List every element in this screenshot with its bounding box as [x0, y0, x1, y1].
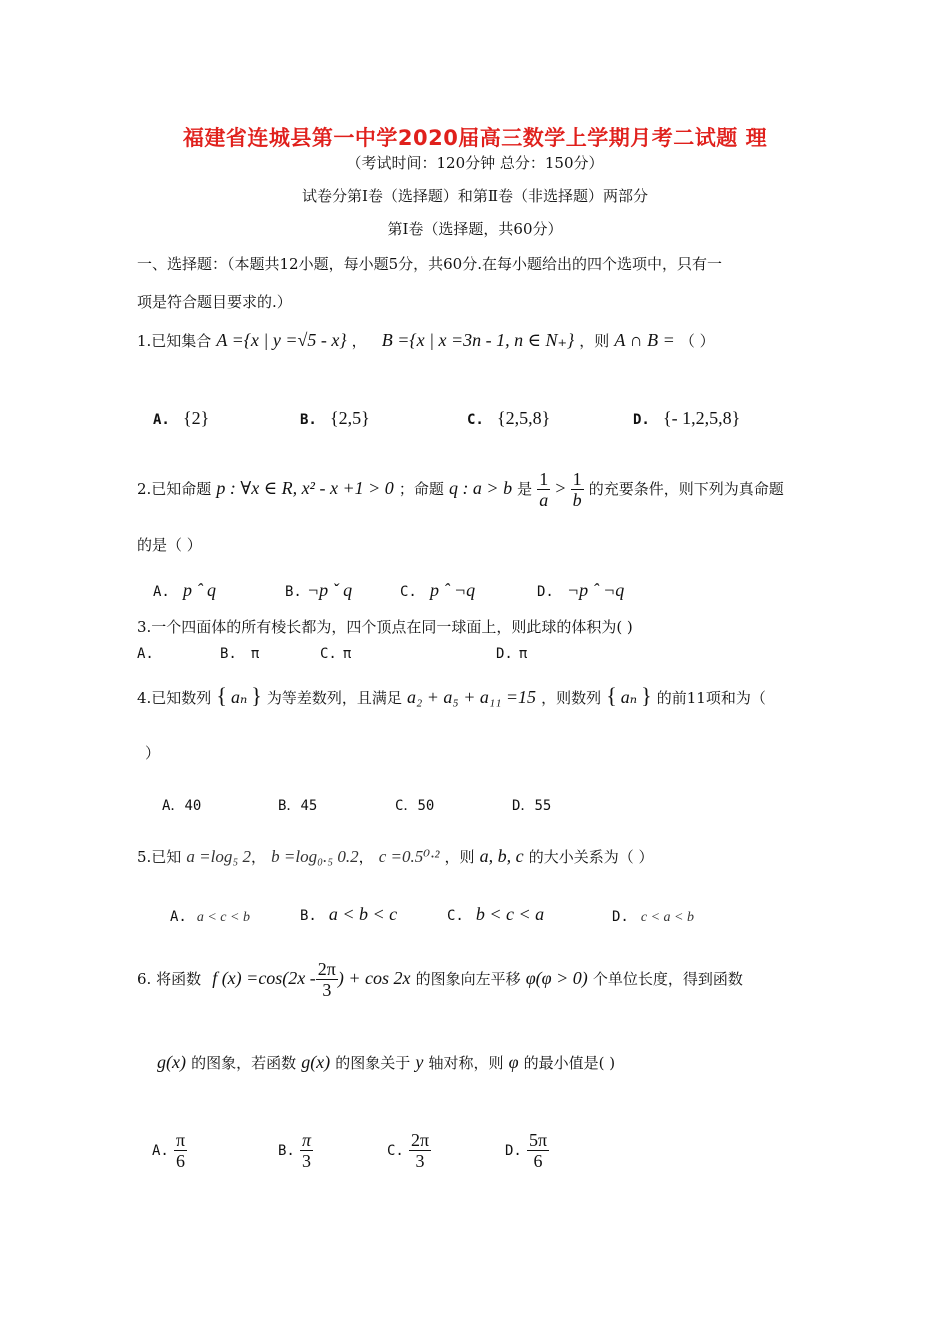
q6-phi-2: φ [508, 1052, 519, 1072]
q2-proposition-p: p : ∀x ∈ R, x² - x +1 > 0 [216, 478, 394, 498]
q4-sequence-2: aₙ [620, 687, 638, 707]
question-4: 4.已知数列 { aₙ } 为等差数列，且满足 a₂ + a₅ + a₁₁ =15 ，则数列 { aₙ } 的前11项和为（ [137, 683, 766, 708]
q1-set-a: A ={x | y =√5 - x} [216, 330, 347, 350]
part1-heading: 第Ⅰ卷（选择题，共60分） [387, 220, 563, 238]
q5-then: ，则 [444, 848, 475, 866]
q1-option-a [153, 408, 209, 429]
q4-line2: ） [145, 744, 161, 762]
q5-prefix: 5.已知 [137, 848, 182, 866]
q6-suffix: 个单位长度，得到函数 [592, 970, 743, 988]
option-label: B. [300, 412, 317, 428]
q4-option-d: D．55 [512, 798, 552, 814]
q1-then: ，则 [579, 332, 610, 350]
question-1 [137, 330, 715, 351]
q3-option-c: C. π [320, 646, 352, 662]
q3-option-b: B. π [220, 646, 260, 662]
q1-set-b: B ={x | x =3n - 1, n ∈ N₊} [381, 330, 575, 350]
option-label: B. [285, 584, 302, 600]
q2-suffix: 的充要条件，则下列为真命题 [588, 480, 784, 498]
q5-c: c =0.5⁰·² [378, 847, 440, 866]
option-label: D. [633, 412, 650, 428]
option-value: p ˆ q [182, 580, 216, 600]
q4-option-a: A．40 [162, 798, 202, 814]
q5-option-b: B. a < b < c [300, 904, 398, 924]
option-value: ¬p ˇ q [306, 580, 353, 600]
q5-a: a =log₅ 2 [186, 847, 252, 866]
q4-option-c: C．50 [395, 798, 435, 814]
q4-sequence: aₙ [230, 687, 248, 707]
q5-option-d: D. c < a < b [612, 909, 694, 925]
q6-option-b: B. $\frac{\pi}{3}$ [278, 1130, 311, 1171]
option-label: A. [153, 584, 170, 600]
q6-phi: φ(φ > 0) [525, 968, 588, 988]
q2-option-a [153, 580, 216, 601]
q2-option-d [537, 580, 624, 601]
q2-proposition-q: q : a > b [448, 478, 513, 498]
q6-t1: 的图象，若函数 [191, 1054, 297, 1072]
q6-function-left: f (x) =cos(2x - [212, 968, 316, 988]
q3-option-d: D. π [496, 646, 528, 662]
q6-prefix: 6. 将函数 [137, 970, 202, 988]
q6-y: y [415, 1052, 424, 1072]
q5-b: b =log₀.₅ 0.2 [271, 847, 359, 866]
q5-suffix: 的大小关系为（ ） [528, 848, 654, 866]
q6-t4: 的最小值是( ) [523, 1054, 616, 1072]
q6-option-c: C. $\frac{2\pi}{3}$ [387, 1130, 430, 1171]
q2-fraction-1: $\frac{1}{a}$ [539, 469, 549, 510]
q2-line2: 的是（ ） [137, 536, 202, 554]
q6-t2: 的图象关于 [335, 1054, 411, 1072]
question-2 [137, 464, 784, 513]
q2-option-b [285, 580, 352, 601]
option-label: A. [153, 412, 170, 428]
option-value: ¬p ˆ ¬q [566, 580, 625, 600]
option-label: C. [400, 584, 417, 600]
q6-g2: g(x) [301, 1052, 331, 1072]
option-value: {2,5} [329, 408, 370, 428]
q4-prefix: 4.已知数列 [137, 689, 212, 707]
option-label: D. [537, 584, 554, 600]
q5-option-a: A. a < c < b [170, 909, 250, 925]
exam-info: （考试时间：120分钟 总分：150分） [346, 154, 604, 172]
q5-vars: a, b, c [479, 846, 524, 866]
q2-mid: ；命题 [398, 480, 444, 498]
question-6 [137, 950, 743, 1007]
q4-mid: 为等差数列，且满足 [266, 689, 402, 707]
q6-line2 [157, 1052, 615, 1073]
q2-prefix: 2.已知命题 [137, 480, 212, 498]
option-value: {- 1,2,5,8} [662, 408, 741, 428]
q6-t3: 轴对称，则 [428, 1054, 504, 1072]
q1-expr: A ∩ B = [614, 330, 675, 350]
q4-equation: a₂ + a₅ + a₁₁ =15 [407, 687, 537, 707]
option-value: {2,5,8} [496, 408, 551, 428]
q2-gt: > [555, 478, 566, 498]
q1-sep: ， [351, 332, 367, 350]
q6-option-d: D. $\frac{5\pi}{6}$ [505, 1130, 548, 1171]
q1-option-d [633, 408, 740, 429]
section1-instructions-line2: 项是符合题目要求的.） [137, 293, 292, 311]
q1-option-c [467, 408, 550, 429]
q6-option-a: A. $\frac{\pi}{6}$ [152, 1130, 186, 1171]
paper-parts: 试卷分第Ⅰ卷（选择题）和第Ⅱ卷（非选择题）两部分 [301, 187, 649, 205]
q6-fraction: $\frac{2\pi}{3}$ [317, 959, 336, 1000]
option-value: p ˆ ¬q [429, 580, 476, 600]
q3-option-a: A. [137, 646, 154, 662]
q1-prefix: 1.已知集合 [137, 332, 212, 350]
option-label: C. [467, 412, 484, 428]
q1-option-b [300, 408, 370, 429]
q2-fraction-2: $\frac{1}{b}$ [572, 469, 582, 510]
q6-function-right: ) + cos 2x [337, 968, 411, 988]
q1-paren: （ ） [679, 332, 715, 350]
q5-option-c: C. b < c < a [447, 904, 545, 924]
q2-is: 是 [517, 480, 533, 498]
document-title: 福建省连城县第一中学2020届高三数学上学期月考二试题 理 [182, 126, 768, 150]
q2-option-c [400, 580, 475, 601]
question-5: 5.已知 a =log₅ 2， b =log₀.₅ 0.2， c =0.5⁰·² ，则 a, b, c 的大小关系为（ ） [137, 846, 654, 866]
question-3: 3.一个四面体的所有棱长都为，四个顶点在同一球面上，则此球的体积为( ) [137, 618, 633, 636]
q6-mid: 的图象向左平移 [415, 970, 521, 988]
q4-option-b: B．45 [278, 798, 318, 814]
section1-instructions-line1: 一、选择题：（本题共12小题，每小题5分，共60分.在每小题给出的四个选项中，只有一 [137, 255, 722, 273]
q4-mid2: ，则数列 [541, 689, 602, 707]
q6-g1: g(x) [157, 1052, 186, 1072]
q4-suffix: 的前11项和为（ [656, 689, 766, 707]
option-value: {2} [182, 408, 210, 428]
